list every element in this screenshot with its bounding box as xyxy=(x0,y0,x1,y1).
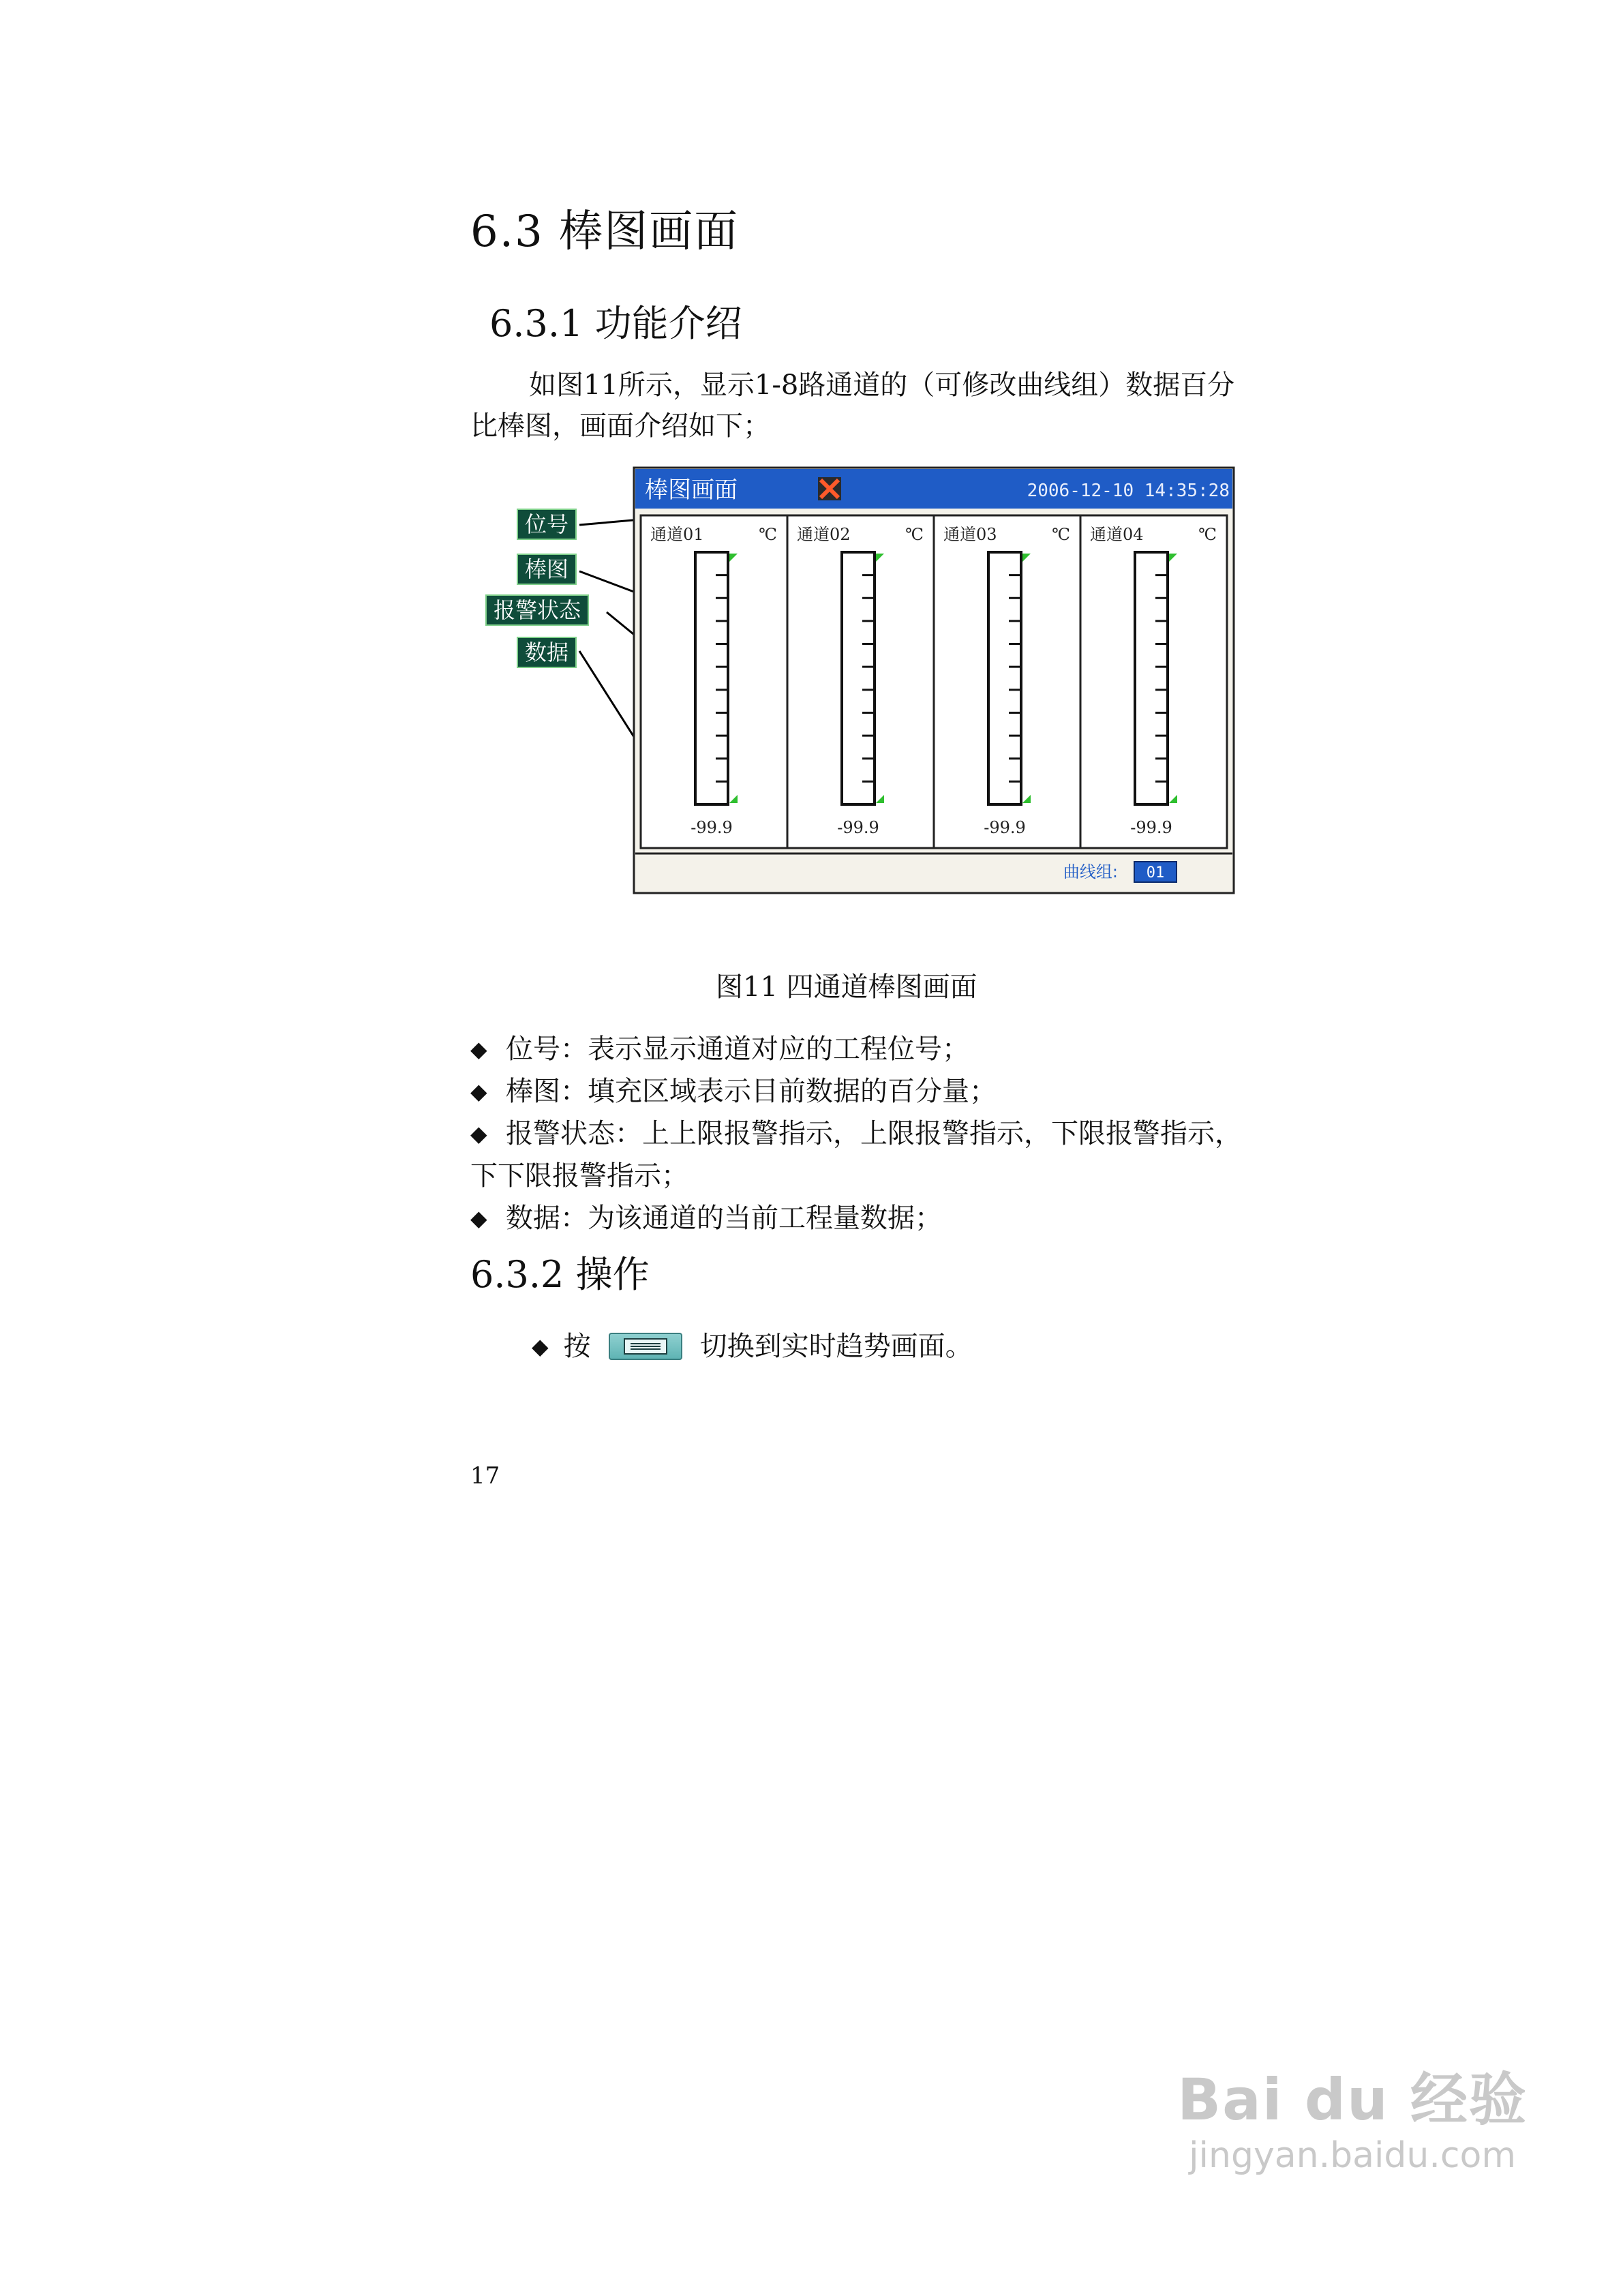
callout-tag-number: 位号 xyxy=(517,509,577,540)
channel-value: -99.9 xyxy=(984,818,1026,837)
channel-unit: ℃ xyxy=(905,525,924,544)
channel-value: -99.9 xyxy=(691,818,733,837)
list-item: ◆ 棒图：填充区域表示目前数据的百分量； xyxy=(470,1070,1247,1113)
bar-graph-screen-figure xyxy=(477,457,1241,907)
op-text: 切换到实时趋势画面。 xyxy=(699,1331,973,1362)
subsection-title-function: 6.3.1 功能介绍 xyxy=(489,302,742,345)
channel-tag: 通道02 xyxy=(797,525,851,544)
figure-caption: 图11 四通道棒图画面 xyxy=(716,971,977,1003)
callout-bar: 棒图 xyxy=(517,554,577,585)
watermark-url: jingyan.baidu.com xyxy=(1189,2135,1516,2176)
operation-item xyxy=(532,1326,973,1367)
callout-alarm-state: 报警状态 xyxy=(485,594,589,626)
watermark-brand: Bai du 经验 xyxy=(1177,2066,1528,2133)
channel-tag: 通道03 xyxy=(943,525,997,544)
section-title: 6.3 棒图画面 xyxy=(470,207,740,257)
channel-value: -99.9 xyxy=(837,818,879,837)
bar-graph xyxy=(1135,552,1168,804)
diamond-bullet-icon: ◆ xyxy=(470,1036,487,1062)
screen-title: 棒图画面 xyxy=(645,477,738,504)
group-value: 01 xyxy=(1146,864,1165,881)
diamond-bullet-icon: ◆ xyxy=(470,1205,487,1231)
feature-list xyxy=(470,1028,1247,1239)
channel-unit: ℃ xyxy=(1198,525,1217,544)
channel-tag: 通道01 xyxy=(650,525,704,544)
diamond-bullet-icon: ◆ xyxy=(470,1078,487,1104)
subsection-title-operation: 6.3.2 操作 xyxy=(470,1253,650,1296)
channel-value: -99.9 xyxy=(1130,818,1172,837)
list-item: ◆ 位号：表示显示通道对应的工程位号； xyxy=(470,1028,1247,1070)
alarm-mute-icon xyxy=(818,477,841,500)
bar-graph xyxy=(842,552,875,804)
channel-tag: 通道04 xyxy=(1090,525,1144,544)
intro-text: 如图11所示，显示1-8路通道的（可修改曲线组）数据百分比棒图，画面介绍如下； xyxy=(470,369,1235,442)
list-item: ◆ 数据：为该通道的当前工程量数据； xyxy=(470,1197,1247,1239)
channel-unit: ℃ xyxy=(759,525,777,544)
diamond-bullet-icon: ◆ xyxy=(532,1333,549,1359)
page-number: 17 xyxy=(470,1462,500,1490)
trend-screen-key-icon xyxy=(609,1333,682,1360)
callout-data: 数据 xyxy=(517,637,577,668)
diamond-bullet-icon: ◆ xyxy=(470,1121,487,1147)
op-prefix: 按 xyxy=(563,1331,591,1362)
intro-paragraph xyxy=(470,365,1241,447)
list-item: ◆ 报警状态：上上限报警指示，上限报警指示，下限报警指示，下下限报警指示； xyxy=(470,1113,1247,1197)
screen-datetime: 2006-12-10 14:35:28 xyxy=(1027,481,1230,501)
bar-graph xyxy=(695,552,728,804)
baidu-watermark xyxy=(1177,2066,1528,2177)
bar-graph xyxy=(988,552,1021,804)
channel-unit: ℃ xyxy=(1052,525,1070,544)
group-label: 曲线组: xyxy=(1063,862,1118,881)
